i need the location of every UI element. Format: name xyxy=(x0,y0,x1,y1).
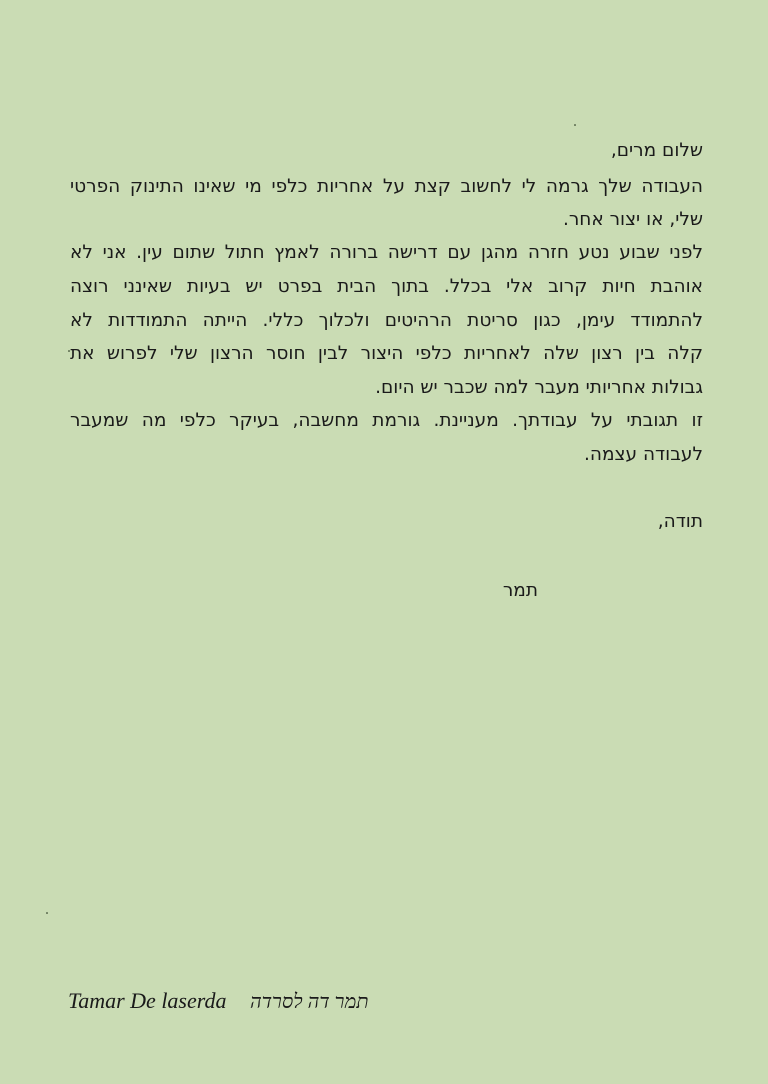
letter-line-9: לעבודה עצמה. xyxy=(584,444,703,465)
letter-line-2: שלי, או יצור אחר. xyxy=(562,209,703,230)
letter-line-5: להתמודד עימן, כגון סריטת הרהיטים ולכלוך כללי. הייתה התמודדות לא xyxy=(70,310,703,331)
letter-line-6: קלה בין רצון שלה לאחריות כלפי היצור לבין חוסר הרצון שלי לפרוש את xyxy=(70,343,703,364)
speck-mark xyxy=(68,350,70,352)
letter-line-8: זו תגובתי על עבודתך. מעניינת. גורמת מחשבה, בעיקר כלפי מה שמעבר xyxy=(70,410,703,431)
letter-line-3: לפני שבוע נטע חזרה מהגן עם דרישה ברורה לאמץ חתול שתום עין. אני לא xyxy=(70,242,703,263)
footer-name-latin: Tamar De laserda xyxy=(68,988,227,1013)
letter-line-1: העבודה שלך גרמה לי לחשוב קצת על אחריות כלפי מי שאינו התינוק הפרטי xyxy=(70,176,703,197)
footer-name-hebrew: תמר דה לסרדה xyxy=(250,991,369,1013)
letter-line-7: גבולות אחריותי מעבר למה שכבר יש היום. xyxy=(375,377,703,398)
letter-greeting: שלום מרים, xyxy=(610,140,703,161)
letter-line-4: אוהבת חיות קרוב אלי בכלל. בתוך הבית בפרט יש בעיות שאינני רוצה xyxy=(70,276,703,297)
letter-closing: תודה, xyxy=(657,511,703,532)
speck-mark xyxy=(46,912,48,914)
speck-mark xyxy=(574,124,576,126)
footer-signature xyxy=(68,988,369,1014)
letter-signature: תמר xyxy=(502,580,538,601)
